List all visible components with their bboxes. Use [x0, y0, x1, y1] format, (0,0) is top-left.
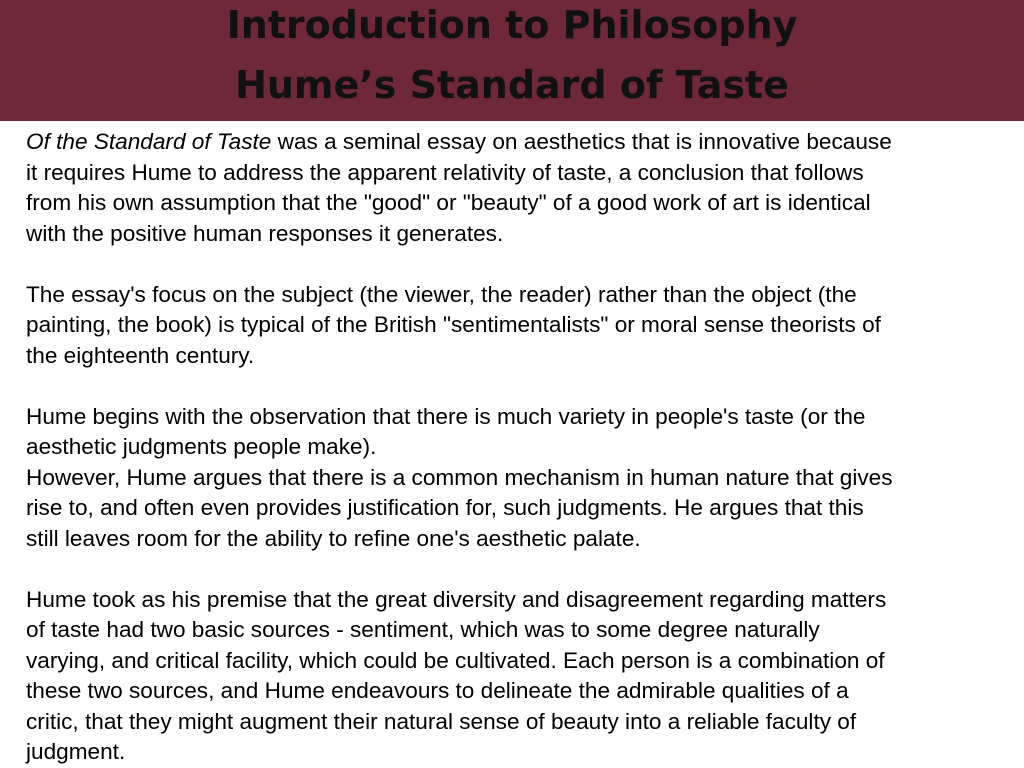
slide-body: [26, 127, 1016, 768]
body-line: with the positive human responses it generates.: [26, 220, 504, 246]
body-line: The essay's focus on the subject (the viewer, the reader) rather than the object (the: [26, 281, 857, 307]
slide-title: Introduction to Philosophy: [226, 3, 798, 47]
body-line: rise to, and often even provides justification for, such judgments. He argues that this: [26, 495, 864, 520]
body-line: these two sources, and Hume endeavours to delineate the admirable qualities of a: [26, 678, 849, 703]
body-line: judgment.: [26, 739, 126, 764]
body-line: [26, 127, 1016, 158]
body-line: varying, and critical facility, which could be cultivated. Each person is a combination of: [26, 647, 885, 673]
body-line: critic, that they might augment their natural sense of beauty into a reliable faculty of: [26, 708, 857, 734]
body-line: still leaves room for the ability to refine one's aesthetic palate.: [26, 525, 641, 551]
slide-subtitle: Hume’s Standard of Taste: [235, 63, 789, 107]
body-line: Hume begins with the observation that there is much variety in people's taste (or the: [26, 403, 866, 429]
blank-line: [26, 371, 1016, 402]
body-line-text: was a seminal essay on aesthetics that is innovative because: [271, 129, 892, 154]
title-bar: [0, 0, 1024, 121]
body-line: it requires Hume to address the apparent relativity of taste, a conclusion that follows: [26, 159, 864, 185]
body-line: However, Hume argues that there is a common mechanism in human nature that gives: [26, 464, 893, 490]
body-line: aesthetic judgments people make).: [26, 434, 377, 459]
body-line: the eighteenth century.: [26, 342, 255, 368]
body-line: Hume took as his premise that the great diversity and disagreement regarding matters: [26, 586, 887, 612]
body-line: of taste had two basic sources - sentiment, which was to some degree naturally: [26, 617, 820, 642]
blank-line: [26, 249, 1016, 280]
body-line: painting, the book) is typical of the British "sentimentalists" or moral sense theorists of: [26, 312, 881, 337]
blank-line: [26, 554, 1016, 585]
body-line: from his own assumption that the "good" or "beauty" of a good work of art is identical: [26, 190, 871, 215]
essay-title-italic: Of the Standard of Taste: [26, 129, 272, 154]
